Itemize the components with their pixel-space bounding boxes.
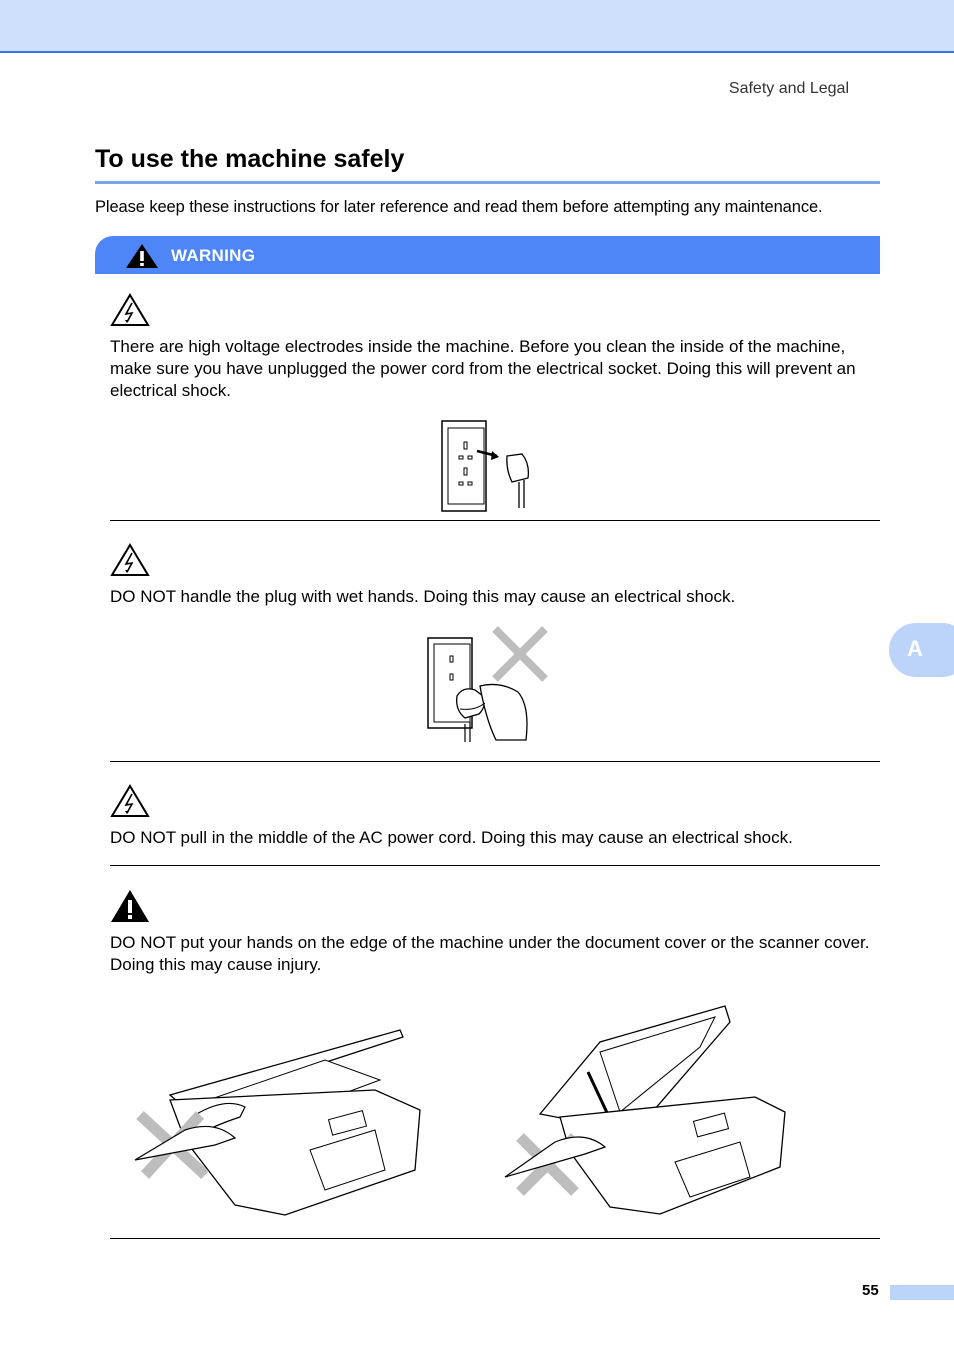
divider xyxy=(110,761,880,762)
electrical-hazard-icon xyxy=(110,543,150,577)
top-band xyxy=(0,0,954,53)
divider xyxy=(110,1238,880,1239)
item-text: There are high voltage electrodes inside the machine. Before you clean the inside of the machine, make sure you have unplugged the power cord from the electrical socket. Doing this will prevent an electrical shock. xyxy=(110,337,856,400)
warning-triangle-icon xyxy=(125,243,159,269)
footer-bar xyxy=(890,1285,954,1300)
page-title: To use the machine safely xyxy=(95,145,405,173)
running-header: Safety and Legal xyxy=(728,80,849,97)
divider xyxy=(110,520,880,521)
intro-text: Please keep these instructions for later reference and read them before attempting any maintenance. xyxy=(95,198,823,216)
warning-banner xyxy=(95,236,880,274)
electrical-hazard-icon xyxy=(110,784,150,818)
electrical-hazard-icon xyxy=(110,293,150,327)
item-text: DO NOT put your hands on the edge of the machine under the document cover or the scanner cover. Doing this may cause injury. xyxy=(110,933,870,974)
unplug-illustration xyxy=(437,416,537,514)
item-text: DO NOT pull in the middle of the AC power cord. Doing this may cause an electrical shock. xyxy=(110,828,793,847)
title-rule xyxy=(95,181,880,184)
divider xyxy=(110,865,880,866)
wet-hands-illustration xyxy=(425,624,555,744)
scanner-cover-illustration-right xyxy=(500,1002,790,1220)
item-text: DO NOT handle the plug with wet hands. Doing this may cause an electrical shock. xyxy=(110,587,736,606)
general-hazard-icon xyxy=(110,889,150,923)
warning-label: WARNING xyxy=(171,246,256,265)
page-number: 55 xyxy=(862,1282,879,1299)
scanner-cover-illustration-left xyxy=(125,1020,430,1225)
appendix-tab-label: A xyxy=(907,636,923,661)
appendix-tab xyxy=(889,623,954,677)
